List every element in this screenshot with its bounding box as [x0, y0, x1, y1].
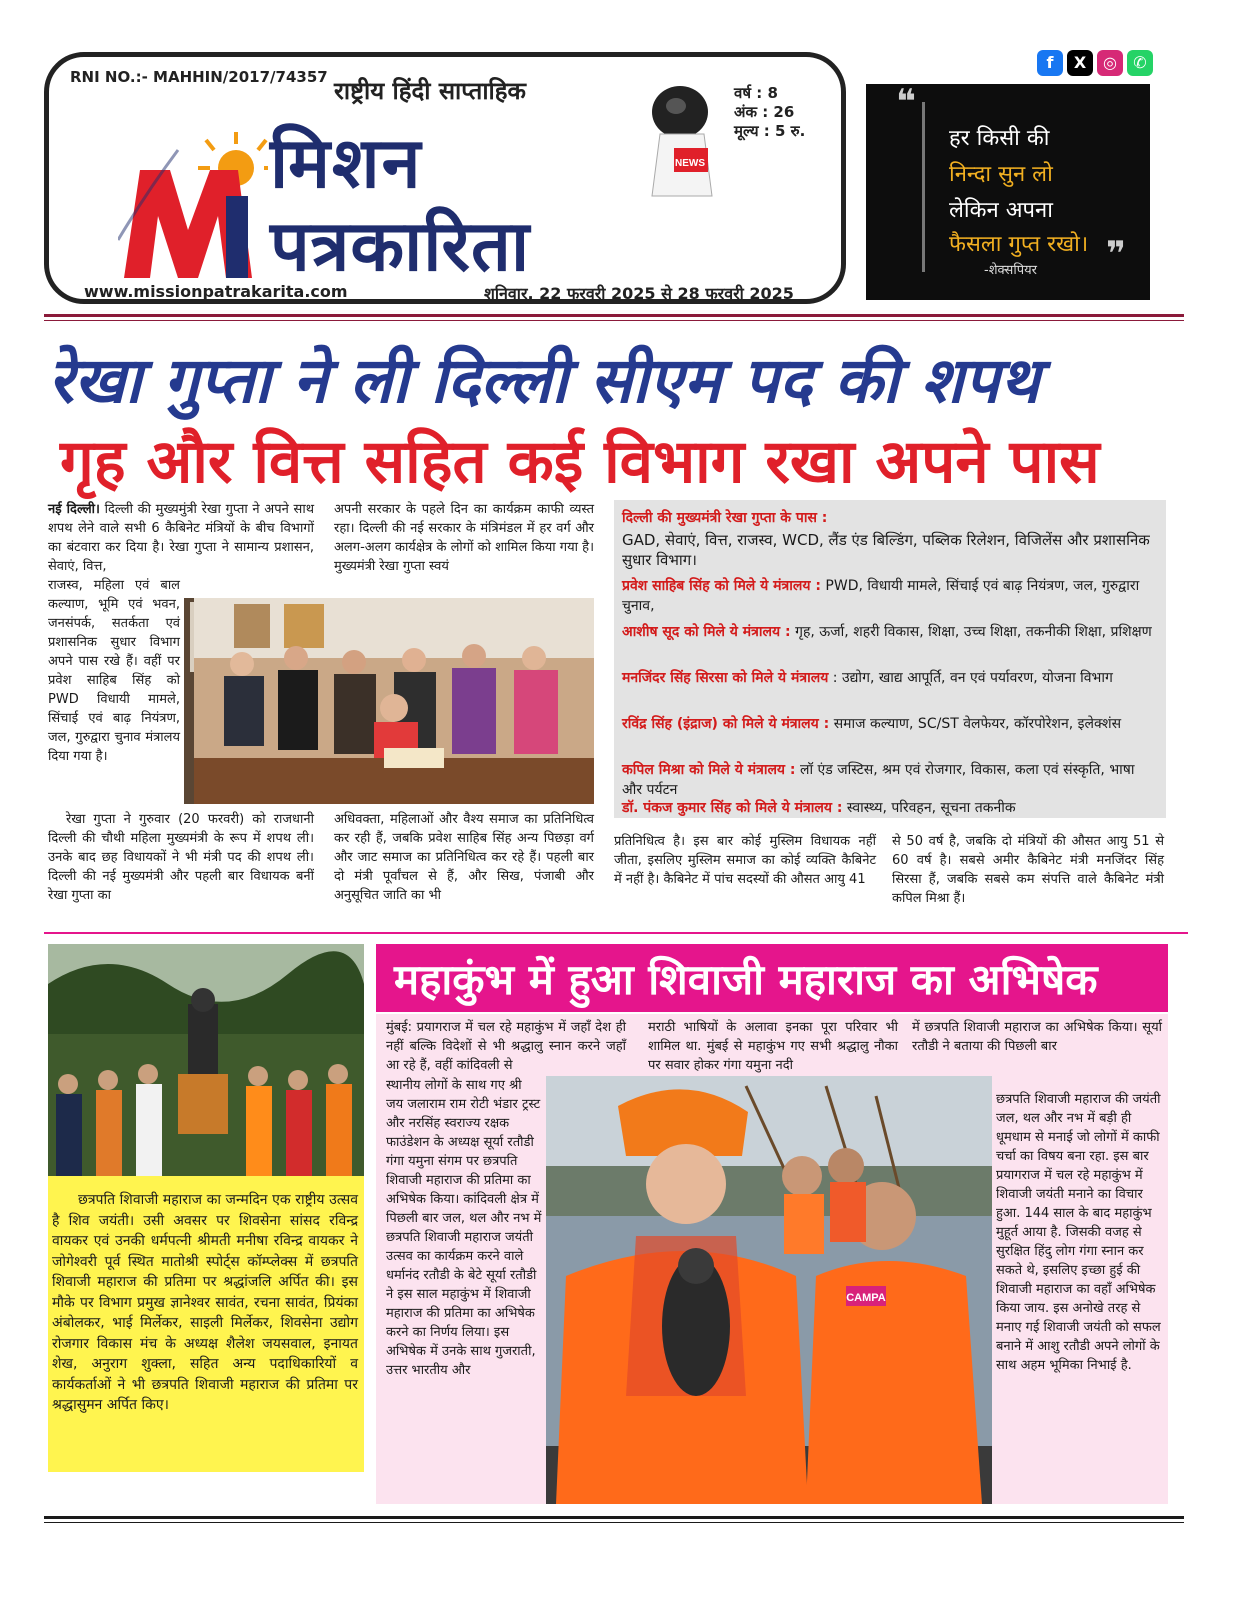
- lead-subheadline: गृह और वित्त सहित कई विभाग रखा अपने पास: [60, 427, 1100, 497]
- facebook-icon[interactable]: f: [1037, 50, 1063, 76]
- lead-col3: प्रतिनिधित्व है। इस बार कोई मुस्लिम विधायक नहीं जीता, इसलिए मुस्लिम समाज का कोई व्यक्ति कैबिनेट में नहीं है। कैबिनेट में पांच सदस्यों की औसत आयु 41: [614, 834, 876, 887]
- lead-col1-top: [48, 500, 314, 576]
- open-quote-icon: ❝: [896, 82, 916, 122]
- lead-col1-wrap: राजस्व, महिला एवं बाल कल्याण, भूमि एवं भवन, जनसंपर्क, सतर्कता एवं प्रशासनिक सुधार विभाग अपने पास रखे हैं। वहीं पर प्रवेश साहिब सिंह को PWD विधायी मामले, सिंचाई एवं बाढ़ नियंत्रण, जल, गुरुद्वारा चुनाव मंत्रालय दिया गया है।: [48, 578, 180, 764]
- lead-col4: से 50 वर्ष है, जबकि दो मंत्रियों की औसत आयु 51 से 60 वर्ष है। सबसे अमीर कैबिनेट मंत्री मनजिंदर सिंह सिरसा हैं, जबकि सबसे कम संपत्ति वाले कैबिनेट मंत्री कपिल मिश्रा हैं।: [892, 834, 1164, 906]
- divider: [44, 1516, 1184, 1519]
- masthead-title-line2: पत्रकारिता: [270, 205, 531, 287]
- lead-col1-bottom: रेखा गुप्ता ने गुरुवार (20 फरवरी) को राजधानी दिल्ली की चौथी महिला मुख्यमंत्री के रूप में शपथ ली। उनके बाद छह विधायकों ने भी मंत्री पद की शपथ ली। दिल्ली की नई मुख्यमंत्री और पहली बार विधायक बनीं रेखा गुप्ता का: [48, 812, 314, 903]
- kumbh-col1: स्थानीय लोगों के साथ गए श्री जय जलाराम राम रोटी भंडार ट्रस्ट और नरसिंह स्वराज्य रक्षक फाउंडेशन के अध्यक्ष सूर्या रतौडी गंगा यमुना संगम पर छत्रपति शिवाजी महाराज की प्रतिमा का अभिषेक किया। कांदिवली क्षेत्र में पिछली बार जल, थल और नभ में छत्रपति शिवाजी महाराज जयंती उत्सव का कार्यक्रम करने वाले धर्मानंद रतौडी के बेटे सूर्या रतौडी ने इस साल महाकुंभ में शिवाजी महाराज की प्रतिमा का अभिषेक करने का निर्णय लिया। इस अभिषेक में उनके साथ गुजराती, उत्तर भारतीय और: [386, 1078, 542, 1378]
- shivjayanti-caption: छत्रपति शिवाजी महाराज का जन्मदिन एक राष्ट्रीय उत्सव है शिव जयंती। उसी अवसर पर शिवसेना सांसद रविन्द्र वायकर एवं उनकी धर्मपत्नी श्रीमती मनीषा रविन्द्र वायकर ने जोगेश्वरी पूर्व स्थित मातोश्री स्पोर्ट्स कॉम्प्लेक्स में छत्रपति शिवाजी महाराज की प्रतिमा पर श्रद्धांजलि अर्पित की। इस मौके पर विभाग प्रमुख ज्ञानेश्वर सावंत, रचना सावंत, प्रियंका अंबोलकर, भाई मिर्लेकर, साइली मिर्लेकर, शिवसेना उद्योग रोजगार विकास मंच के अध्यक्ष शैलेश जयसवाल, इनायत शेख, अनुराग शुक्ला, सहित अन्य पदाधिकारियों व कार्यकर्ताओं ने भी छत्रपति शिवाजी महाराज की प्रतिमा पर श्रद्धासुमन अर्पित किए।: [52, 1192, 358, 1413]
- life-jacket-label: CAMPA: [846, 1292, 886, 1304]
- ministry-item: मनजिंदर सिंह सिरसा को मिले ये मंत्रालय : उद्योग, खाद्य आपूर्ति, वन एवं पर्यावरण, योजना विभाग: [622, 670, 1113, 686]
- x-icon[interactable]: X: [1067, 50, 1093, 76]
- whatsapp-icon[interactable]: ✆: [1127, 50, 1153, 76]
- ministry-item: GAD, सेवाएं, वित्त, राजस्व, WCD, लैंड एंड बिल्डिंग, पब्लिक रिलेशन, विजिलेंस और प्रशासनिक सुधार विभाग।: [622, 531, 1150, 569]
- dateline-city: नई दिल्ली।: [48, 502, 100, 517]
- price: मूल्य : 5 रु.: [734, 122, 806, 140]
- lead-col2-bottom: अधिवक्ता, महिलाओं और वैश्य समाज का प्रतिनिधित्व कर रही हैं, जबकि प्रवेश साहिब सिंह अन्य पिछड़ा वर्ग और जाट समाज का प्रतिनिधित्व कर रहे हैं। पहली बार दो मंत्री पूर्वांचल से हैं, और सिख, पंजाबी और अनुसूचित जाति का भी: [334, 812, 594, 903]
- ministry-item: डॉ. पंकज कुमार सिंह को मिले ये मंत्रालय : स्वास्थ्य, परिवहन, सूचना तकनीक: [622, 800, 1016, 816]
- ministry-item: दिल्ली की मुख्यमंत्री रेखा गुप्ता के पास :: [622, 510, 828, 526]
- kumbh-col3: छत्रपति शिवाजी महाराज की जयंती जल, थल और नभ में बड़ी ही धूमधाम से मनाई जो लोगों में काफी चर्चा का विषय बना रहा. इस बार प्रयागराज में चल रहे महाकुंभ में शिवाजी जयंती मनाने का विचार हुआ. 144 साल के बाद महाकुंभ मुहूर्त आया है. जिसकी वजह से सुरक्षित हिंदु लोग गंगा स्नान कर सकते थे, इसलिए इच्छा हुई की शिवाजी महाराज का वहाँ अभिषेक किया जाय. इस अनोखे तरह से मनाए गई शिवाजी जयंती को सफल बनाने में आशु रतौडी अपने लोगों के साथ अहम भूमिका निभाई है.: [996, 1092, 1161, 1373]
- kumbh-banner: [376, 944, 1168, 1012]
- divider: [44, 314, 1184, 317]
- lead-col2-top: अपनी सरकार के पहले दिन का कार्यक्रम काफी व्यस्त रहा। दिल्ली की नई सरकार के मंत्रिमंडल में हर वर्ग और अलग-अलग कार्यक्षेत्र के लोगों को शामिल किया गया है। मुख्यमंत्री रेखा गुप्ता स्वयं: [334, 502, 594, 574]
- masthead-title-line1: मिशन: [270, 122, 423, 204]
- oath-ceremony-photo: [194, 598, 594, 804]
- ministry-item: रविंद्र सिंह (इंद्राज) को मिले ये मंत्रालय : समाज कल्याण, SC/ST वेलफेयर, कॉरपोरेशन, इलेक्शंस: [622, 716, 1122, 732]
- quote-line-4: फैसला गुप्त रखो।: [949, 232, 1089, 257]
- close-quote-icon: ❞: [1106, 234, 1126, 274]
- quote-line-2: निन्दा सुन लो: [949, 162, 1053, 187]
- shivjayanti-tribute-photo: [48, 944, 364, 1176]
- rni-number: RNI NO.:- MAHHIN/2017/74357: [70, 68, 328, 86]
- quote-line-1: हर किसी की: [949, 126, 1050, 151]
- divider: [44, 1522, 1184, 1523]
- kumbh-headline: महाकुंभ में हुआ शिवाजी महाराज का अभिषेक: [394, 955, 1098, 1004]
- quote-box: [866, 84, 1150, 300]
- quote-line-3: लेकिन अपना: [949, 198, 1053, 223]
- masthead-tagline: राष्ट्रीय हिंदी साप्ताहिक: [334, 77, 526, 105]
- quote-author: -शेक्सपियर: [984, 263, 1037, 278]
- kumbh-boat-photo: [546, 1076, 992, 1504]
- mic-flag-label: NEWS: [675, 158, 705, 169]
- kumbh-top-col3: में छत्रपति शिवाजी महाराज का अभिषेक किया। सूर्या रतौडी ने बताया की पिछली बार: [912, 1020, 1162, 1054]
- website-link[interactable]: www.missionpatrakarita.com: [84, 282, 348, 301]
- divider: [44, 320, 1184, 321]
- instagram-icon[interactable]: ◎: [1097, 50, 1123, 76]
- lead-col1-top-text: दिल्ली की मुख्यमुंत्री रेखा गुप्ता ने अपने साथ शपथ लेने वाले सभी 6 कैबिनेट मंत्रियों के बीच विभागों का बंटवारा कर दिया है। रेखा गुप्ता ने सामान्य प्रशासन, सेवाएं, वित्त,: [48, 502, 314, 574]
- newspaper-logo: [118, 130, 268, 280]
- microphone-icon: [646, 84, 726, 204]
- ministry-item: कपिल मिश्रा को मिले ये मंत्रालय : लॉ एंड जस्टिस, श्रम एवं रोजगार, विकास, कला एवं संस्कृति, भाषा और पर्यटन: [622, 762, 1135, 798]
- kumbh-top-col1: मुंबई: प्रयागराज में चल रहे महाकुंभ में जहाँ देश ही नहीं बल्कि विदेशों से भी श्रद्धालु स्नान करने जहाँ आ रहे हैं, वहीं कांदिवली से: [386, 1020, 626, 1073]
- kumbh-top-col2: मराठी भाषियों के अलावा इनका पूरा परिवार भी शामिल था. मुंबई से महाकुंभ गए सभी श्रद्धालु नौका पर सवार होकर गंगा यमुना नदी: [648, 1020, 898, 1073]
- volume-number: वर्ष : 8: [734, 84, 778, 102]
- issue-date: शनिवार, 22 फरवरी 2025 से 28 फरवरी 2025: [484, 284, 794, 303]
- ministry-item: प्रवेश साहिब सिंह को मिले ये मंत्रालय : PWD, विधायी मामले, सिंचाई एवं बाढ़ नियंत्रण, जल, गुरुद्वारा चुनाव,: [622, 578, 1140, 614]
- divider: [44, 932, 1188, 934]
- issue-info: [734, 84, 805, 141]
- ministry-allocation-box: [614, 500, 1166, 818]
- ministry-item: आशीष सूद को मिले ये मंत्रालय : गृह, ऊर्जा, शहरी विकास, शिक्षा, उच्च शिक्षा, तकनीकी शिक्षा, प्रशिक्षण: [622, 624, 1152, 640]
- issue-number: अंक : 26: [734, 103, 795, 121]
- lead-headline: रेखा गुप्ता ने ली दिल्ली सीएम पद की शपथ: [48, 344, 1040, 417]
